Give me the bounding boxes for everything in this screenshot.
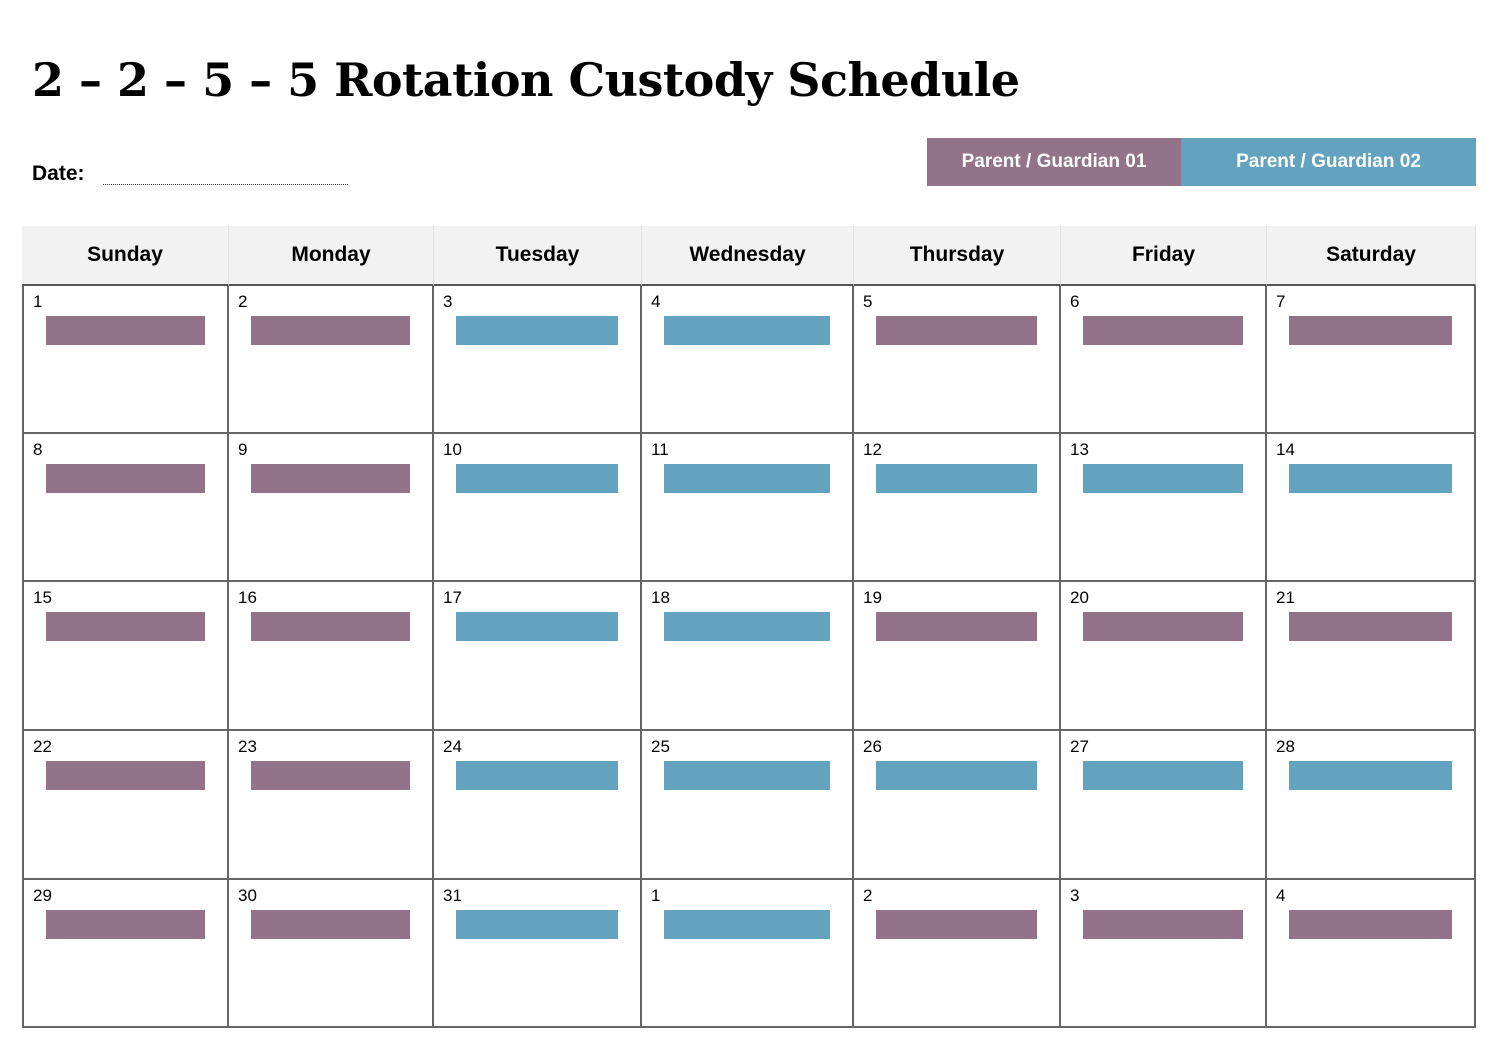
day-cell[interactable] — [22, 582, 229, 731]
parent-guardian-02-bar — [1083, 761, 1243, 790]
day-cell[interactable] — [1267, 582, 1476, 731]
day-number: 9 — [238, 440, 248, 459]
parent-guardian-01-bar — [1289, 612, 1452, 641]
weekday-header-sunday: Sunday — [22, 226, 229, 286]
parent-guardian-01-bar — [1289, 910, 1452, 939]
parent-guardian-02-bar — [1083, 464, 1243, 493]
day-cell[interactable] — [229, 731, 434, 880]
day-number: 18 — [651, 588, 670, 607]
legend-parent-guardian-01: Parent / Guardian 01 — [927, 138, 1181, 186]
day-cell[interactable] — [229, 880, 434, 1028]
parent-guardian-01-bar — [251, 316, 410, 345]
parent-guardian-02-bar — [664, 464, 830, 493]
day-number: 27 — [1070, 737, 1089, 756]
day-cell[interactable] — [229, 434, 434, 582]
parent-guardian-02-bar — [876, 761, 1037, 790]
weekday-header-wednesday: Wednesday — [642, 226, 854, 286]
day-number: 21 — [1276, 588, 1295, 607]
day-number: 20 — [1070, 588, 1089, 607]
weekday-header-tuesday: Tuesday — [434, 226, 642, 286]
parent-guardian-01-bar — [876, 612, 1037, 641]
parent-guardian-02-bar — [664, 761, 830, 790]
day-number: 12 — [863, 440, 882, 459]
day-number: 14 — [1276, 440, 1295, 459]
parent-guardian-01-bar — [876, 910, 1037, 939]
day-cell[interactable] — [434, 731, 642, 880]
day-number: 26 — [863, 737, 882, 756]
day-cell[interactable] — [854, 880, 1061, 1028]
day-cell[interactable] — [1267, 880, 1476, 1028]
parent-guardian-01-bar — [1289, 316, 1452, 345]
day-cell[interactable] — [434, 582, 642, 731]
day-number: 6 — [1070, 292, 1080, 311]
day-cell[interactable] — [434, 286, 642, 434]
parent-guardian-02-bar — [456, 316, 618, 345]
day-cell[interactable] — [642, 880, 854, 1028]
day-cell[interactable] — [642, 434, 854, 582]
legend-parent-guardian-02: Parent / Guardian 02 — [1181, 138, 1476, 186]
day-number: 28 — [1276, 737, 1295, 756]
day-number: 19 — [863, 588, 882, 607]
parent-guardian-01-bar — [1083, 612, 1243, 641]
day-cell[interactable] — [1061, 731, 1267, 880]
day-cell[interactable] — [642, 286, 854, 434]
day-cell[interactable] — [1061, 880, 1267, 1028]
day-cell[interactable] — [434, 434, 642, 582]
parent-guardian-02-bar — [664, 910, 830, 939]
day-cell[interactable] — [1267, 731, 1476, 880]
day-number: 1 — [33, 292, 43, 311]
day-cell[interactable] — [642, 582, 854, 731]
parent-guardian-01-bar — [46, 612, 205, 641]
date-field[interactable] — [103, 184, 348, 185]
day-number: 25 — [651, 737, 670, 756]
parent-guardian-01-bar — [876, 316, 1037, 345]
day-number: 8 — [33, 440, 43, 459]
day-cell[interactable] — [1061, 286, 1267, 434]
parent-guardian-02-bar — [1289, 761, 1452, 790]
day-number: 3 — [443, 292, 453, 311]
day-number: 4 — [651, 292, 661, 311]
parent-guardian-01-bar — [46, 316, 205, 345]
parent-guardian-01-bar — [46, 910, 205, 939]
day-number: 5 — [863, 292, 873, 311]
day-number: 30 — [238, 886, 257, 905]
parent-guardian-01-bar — [1083, 316, 1243, 345]
weekday-header-thursday: Thursday — [854, 226, 1061, 286]
parent-guardian-01-bar — [46, 464, 205, 493]
day-number: 31 — [443, 886, 462, 905]
day-number: 7 — [1276, 292, 1286, 311]
parent-guardian-02-bar — [456, 910, 618, 939]
parent-guardian-02-bar — [1289, 464, 1452, 493]
weekday-header-saturday: Saturday — [1267, 226, 1476, 286]
day-cell[interactable] — [854, 731, 1061, 880]
day-number: 2 — [863, 886, 873, 905]
day-number: 1 — [651, 886, 661, 905]
parent-guardian-02-bar — [456, 612, 618, 641]
parent-guardian-02-bar — [664, 316, 830, 345]
calendar-grid — [22, 226, 1476, 1028]
date-label: Date: — [32, 162, 85, 185]
day-cell[interactable] — [22, 286, 229, 434]
day-cell[interactable] — [642, 731, 854, 880]
day-number: 23 — [238, 737, 257, 756]
day-cell[interactable] — [1061, 434, 1267, 582]
parent-guardian-01-bar — [1083, 910, 1243, 939]
day-number: 24 — [443, 737, 462, 756]
day-cell[interactable] — [434, 880, 642, 1028]
parent-guardian-01-bar — [46, 761, 205, 790]
day-cell[interactable] — [229, 582, 434, 731]
day-number: 3 — [1070, 886, 1080, 905]
legend — [927, 138, 1476, 186]
day-cell[interactable] — [1267, 434, 1476, 582]
parent-guardian-02-bar — [664, 612, 830, 641]
day-number: 13 — [1070, 440, 1089, 459]
day-number: 15 — [33, 588, 52, 607]
day-cell[interactable] — [854, 434, 1061, 582]
parent-guardian-02-bar — [456, 464, 618, 493]
day-cell[interactable] — [22, 880, 229, 1028]
weekday-header-monday: Monday — [229, 226, 434, 286]
day-cell[interactable] — [22, 434, 229, 582]
day-number: 22 — [33, 737, 52, 756]
day-number: 4 — [1276, 886, 1286, 905]
day-number: 10 — [443, 440, 462, 459]
day-cell[interactable] — [1267, 286, 1476, 434]
parent-guardian-02-bar — [456, 761, 618, 790]
day-number: 2 — [238, 292, 248, 311]
parent-guardian-01-bar — [251, 761, 410, 790]
page-title: 2 – 2 – 5 – 5 Rotation Custody Schedule — [32, 53, 1020, 107]
parent-guardian-01-bar — [251, 612, 410, 641]
day-cell[interactable] — [1061, 582, 1267, 731]
day-cell[interactable] — [854, 286, 1061, 434]
day-cell[interactable] — [22, 731, 229, 880]
day-cell[interactable] — [229, 286, 434, 434]
parent-guardian-02-bar — [876, 464, 1037, 493]
day-number: 29 — [33, 886, 52, 905]
day-cell[interactable] — [854, 582, 1061, 731]
weekday-header-friday: Friday — [1061, 226, 1267, 286]
day-number: 17 — [443, 588, 462, 607]
parent-guardian-01-bar — [251, 464, 410, 493]
parent-guardian-01-bar — [251, 910, 410, 939]
day-number: 16 — [238, 588, 257, 607]
day-number: 11 — [651, 440, 669, 459]
